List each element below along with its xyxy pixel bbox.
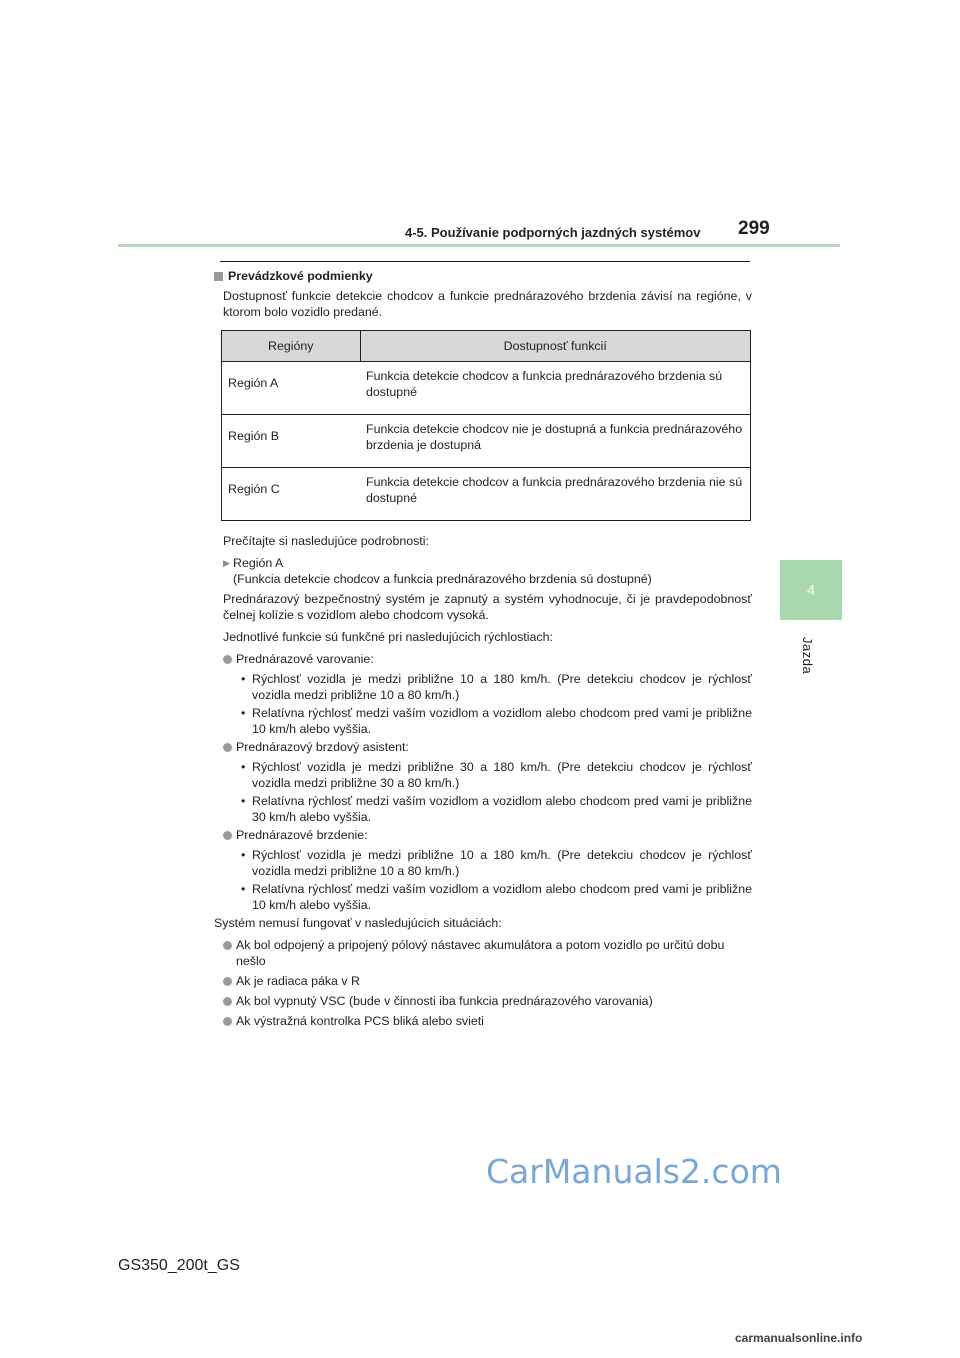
chapter-number: 4 [806,581,816,599]
availability-cell: Funkcia detekcie chodcov nie je dostupná a funkcia prednárazového brzdenia je dostupná [360,415,751,468]
function-name: Prednárazový brzdový asistent: [236,740,409,754]
list-item [223,993,752,1009]
region-reference[interactable] [223,555,752,587]
region-cell: Región C [222,468,361,521]
details-intro: Prečítajte si nasledujúce podrobnosti: [223,534,429,548]
system-description: Prednárazový bezpečnostný systém je zapnutý a systém vyhodnocuje, či je pravdepodobnosť čelnej kolízie s vozidlom alebo chodcom vysoká. [223,592,752,622]
dash-icon: • [241,848,246,862]
condition-text: Relatívna rýchlosť medzi vaším vozidlom a vozidlom alebo chodcom pred vami je približne 10 km/h alebo vyššia. [252,882,752,912]
section-intro: Dostupnosť funkcie detekcie chodcov a funkcie prednárazového brzdenia závisí na regióne, v ktorom bolo vozidlo predané. [223,289,752,319]
table-row [222,468,751,521]
region-cell: Región B [222,415,361,468]
availability-table [221,330,751,521]
table-header-regions: Regióny [222,331,361,362]
main-content [214,268,752,1033]
bullet-dot-icon [223,655,232,664]
document-code: GS350_200t_GS [118,1257,240,1274]
bullet-dot-icon [223,743,232,752]
bullet-dot-icon [223,941,232,950]
list-item [241,705,752,737]
speeds-intro: Jednotlivé funkcie sú funkčné pri nasledujúcich rýchlostiach: [223,630,553,644]
watermark-url[interactable]: carmanualsonline.info [735,1331,863,1345]
situation-text: Ak bol vypnutý VSC (bude v činnosti iba funkcia prednárazového varovania) [236,994,653,1008]
list-item [241,847,752,879]
list-item [241,881,752,913]
condition-text: Relatívna rýchlosť medzi vaším vozidlom a vozidlom alebo chodcom pred vami je približne 10 km/h alebo vyššia. [252,706,752,736]
function-name: Prednárazové brzdenie: [236,828,368,842]
page-number: 299 [738,218,770,239]
not-working-intro: Systém nemusí fungovať v nasledujúcich situáciách: [214,916,502,930]
condition-text: Rýchlosť vozidla je medzi približne 10 a 180 km/h. (Pre detekciu chodcov je rýchlosť vozidla medzi približne 10 a 80 km/h.) [252,848,752,878]
table-header-availability: Dostupnosť funkcií [360,331,751,362]
table-row [222,415,751,468]
table-row [222,362,751,415]
dash-icon: • [241,882,246,896]
condition-text: Rýchlosť vozidla je medzi približne 30 a 180 km/h. (Pre detekciu chodcov je rýchlosť vozidla medzi približne 30 a 80 km/h.) [252,760,752,790]
list-item [223,973,752,989]
list-item [223,827,752,843]
situation-text: Ak výstražná kontrolka PCS bliká alebo svieti [236,1014,484,1028]
list-item [223,937,752,969]
bullet-dot-icon [223,997,232,1006]
dash-icon: • [241,794,246,808]
dash-icon: • [241,706,246,720]
list-item [241,759,752,791]
chapter-label: Jazda [800,637,815,675]
bullet-dot-icon [223,1017,232,1026]
function-name: Prednárazové varovanie: [236,652,374,666]
list-item [223,1013,752,1029]
square-bullet-icon [214,272,223,281]
availability-cell: Funkcia detekcie chodcov a funkcia prednárazového brzdenia sú dostupné [360,362,751,415]
region-cell: Región A [222,362,361,415]
chapter-tab[interactable] [780,560,842,620]
section-title-text: Prevádzkové podmienky [228,269,373,283]
bullet-dot-icon [223,977,232,986]
condition-text: Rýchlosť vozidla je medzi približne 10 a 180 km/h. (Pre detekciu chodcov je rýchlosť vozidla medzi približne 10 a 80 km/h.) [252,672,752,702]
dash-icon: • [241,760,246,774]
section-title [214,268,752,284]
region-reference-title: Región A [233,556,284,570]
list-item [241,671,752,703]
header-title: 4-5. Používanie podporných jazdných systémov [405,225,701,240]
header-rule [118,244,840,247]
table-header-row [222,331,751,362]
list-item [241,793,752,825]
dash-icon: • [241,672,246,686]
condition-text: Relatívna rýchlosť medzi vaším vozidlom a vozidlom alebo chodcom pred vami je približne 30 km/h alebo vyššia. [252,794,752,824]
list-item [223,739,752,755]
arrow-right-icon: ▶ [223,558,230,568]
region-reference-detail: (Funkcia detekcie chodcov a funkcia prednárazového brzdenia sú dostupné) [233,572,652,586]
watermark-logo[interactable]: CarManuals2.com [486,1152,782,1191]
section-rule [220,261,750,262]
situation-text: Ak bol odpojený a pripojený pólový nástavec akumulátora a potom vozidlo po určitú dobu nešlo [236,938,725,968]
availability-cell: Funkcia detekcie chodcov a funkcia prednárazového brzdenia nie sú dostupné [360,468,751,521]
situation-text: Ak je radiaca páka v R [236,974,360,988]
bullet-dot-icon [223,831,232,840]
list-item [223,651,752,667]
